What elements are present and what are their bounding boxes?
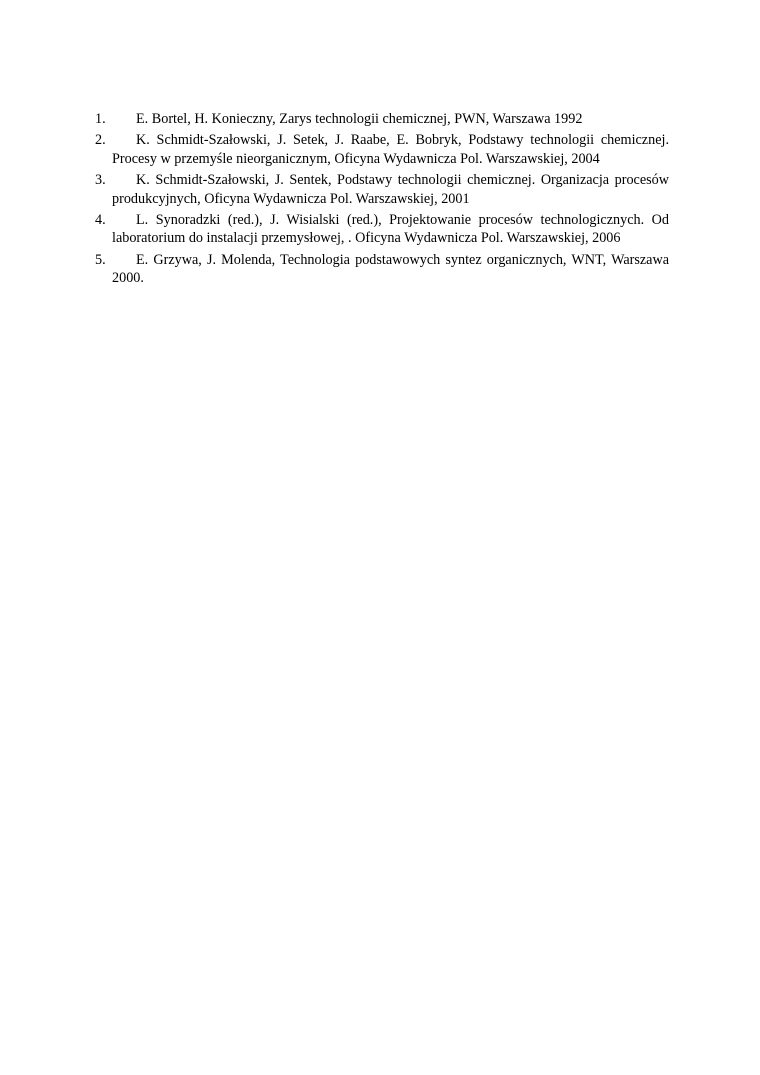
list-item-number: 1. [95,111,106,127]
list-item [95,251,669,288]
list-item-text: E. Grzywa, J. Molenda, Technologia podstawowych syntez organicznych, WNT, Warszawa 2000. [112,251,669,287]
list-item-text: K. Schmidt-Szałowski, J. Sentek, Podstawy technologii chemicznej. Organizacja procesów produkcyjnych, Oficyna Wydawnicza Pol. Warszawskiej, 2001 [112,172,669,207]
list-item [95,110,669,128]
list-item [95,131,669,168]
list-item-number: 4. [95,212,106,229]
list-item-number: 5. [95,251,106,268]
list-item-number: 3. [95,172,106,189]
reference-list [95,110,669,291]
list-item-text: K. Schmidt-Szałowski, J. Setek, J. Raabe, E. Bobryk, Podstawy technologii chemicznej. Procesy w przemyśle nieorganicznym, Oficyna Wydawnicza Pol. Warszawskiej, 2004 [112,132,669,167]
list-item-text: E. Bortel, H. Konieczny, Zarys technologii chemicznej, PWN, Warszawa 1992 [136,111,583,127]
list-item-text: L. Synoradzki (red.), J. Wisialski (red.), Projektowanie procesów technologicznych. Od laboratorium do instalacji przemysłowej, . Oficyna Wydawnicza Pol. Warszawskiej, 2006 [112,212,669,247]
list-item [95,211,669,248]
list-item-number: 2. [95,132,106,149]
list-item [95,171,669,208]
